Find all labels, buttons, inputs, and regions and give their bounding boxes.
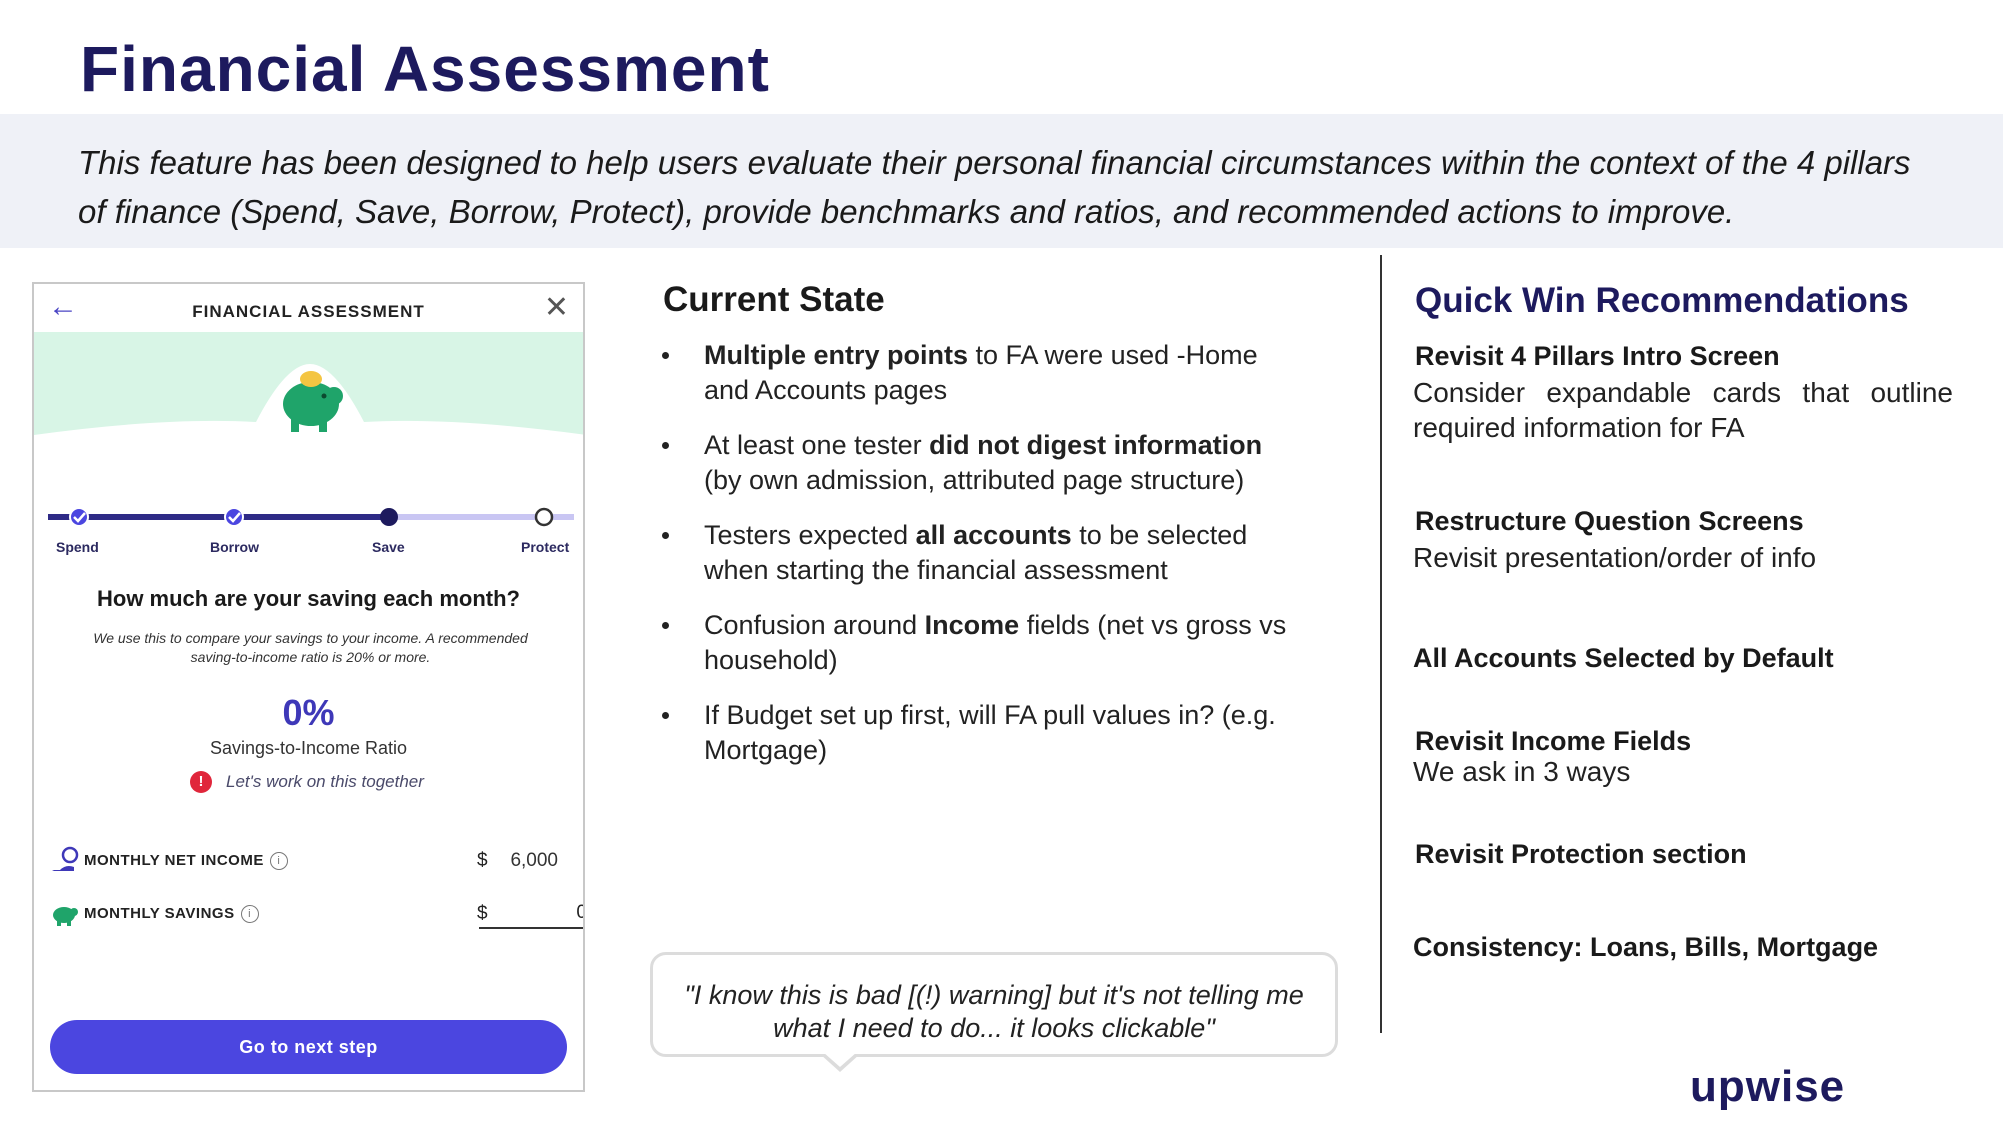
list-item: At least one tester did not digest information (by own admission, attributed page structure)	[660, 428, 1300, 498]
income-value[interactable]: 6,000	[510, 850, 558, 871]
phone-mockup	[32, 282, 585, 1092]
question-subtext: We use this to compare your savings to your income. A recommended saving-to-income ratio is 20% or more.	[93, 630, 528, 665]
progress-stepper	[34, 489, 583, 569]
quick-win-title: Restructure Question Screens	[1415, 506, 1804, 536]
current-state-list	[660, 338, 1300, 788]
next-step-button[interactable]: Go to next step	[50, 1020, 567, 1074]
step-save-marker	[380, 508, 398, 526]
info-icon[interactable]: i	[241, 905, 259, 923]
step-spend-marker	[70, 508, 88, 526]
step-label-protect: Protect	[521, 539, 570, 555]
quick-win-title: Consistency: Loans, Bills, Mortgage	[1413, 932, 1879, 962]
piggy-bank-small-icon	[50, 899, 80, 929]
quick-wins-heading: Quick Win Recommendations	[1415, 281, 1909, 320]
list-item: If Budget set up first, will FA pull values in? (e.g. Mortgage)	[660, 698, 1300, 768]
step-label-borrow: Borrow	[210, 539, 259, 555]
step-label-spend: Spend	[56, 539, 99, 555]
savings-currency: $	[477, 903, 488, 924]
intro-text: This feature has been designed to help users evaluate their personal financial circumstances within the context of the 4 pillars of finance (Spend, Save, Borrow, Protect), provide benchmarks and ratios, and recommended actions to improve.	[78, 144, 1911, 230]
quick-win-title: All Accounts Selected by Default	[1413, 643, 1834, 673]
savings-label: MONTHLY SAVINGS i	[84, 905, 259, 923]
step-borrow-marker	[225, 508, 243, 526]
quick-win-desc: Consider expandable cards that outline required information for FA	[1413, 377, 1953, 443]
phone-header-title: FINANCIAL ASSESSMENT	[192, 302, 425, 321]
column-divider	[1380, 255, 1382, 1033]
income-currency: $	[477, 850, 488, 871]
step-protect-marker	[536, 509, 552, 525]
quick-win-desc: Revisit presentation/order of info	[1413, 542, 1817, 573]
back-arrow-icon[interactable]: ←	[48, 290, 78, 323]
current-state-heading: Current State	[663, 280, 885, 319]
user-quote-text: "I know this is bad [(!) warning] but it's not telling me what I need to do... it looks clickable"	[684, 980, 1304, 1043]
quick-win-title: Revisit 4 Pillars Intro Screen	[1415, 341, 1780, 371]
piggy-bank-icon	[283, 371, 343, 432]
ratio-label: Savings-to-Income Ratio	[209, 738, 408, 758]
info-icon[interactable]: i	[270, 852, 288, 870]
warning-icon[interactable]: !	[190, 771, 212, 793]
step-label-save: Save	[372, 539, 405, 555]
quick-win-title: Revisit Income Fields	[1415, 726, 1692, 756]
question-heading: How much are your saving each month?	[97, 586, 520, 611]
list-item: Multiple entry points to FA were used -Home and Accounts pages	[660, 338, 1300, 408]
quick-win-desc: We ask in 3 ways	[1413, 756, 1631, 787]
warning-text: Let's work on this together	[226, 772, 424, 791]
hero-illustration	[34, 332, 583, 497]
upwise-logo: upwise	[1690, 1062, 1846, 1111]
close-icon[interactable]: ✕	[543, 291, 569, 324]
savings-input[interactable]	[479, 899, 585, 929]
list-item: Confusion around Income fields (net vs gross vs household)	[660, 608, 1300, 678]
income-hand-icon	[50, 846, 80, 876]
savings-row	[50, 895, 570, 935]
income-row	[50, 842, 570, 882]
slide-title: Financial Assessment	[80, 33, 770, 105]
list-item: Testers expected all accounts to be selected when starting the financial assessment	[660, 518, 1300, 588]
phone-header	[34, 284, 583, 332]
user-quote-bubble	[650, 952, 1338, 1057]
income-label: MONTHLY NET INCOME i	[84, 852, 288, 870]
ratio-value: 0%	[282, 692, 335, 733]
quick-win-title: Revisit Protection section	[1415, 839, 1747, 869]
